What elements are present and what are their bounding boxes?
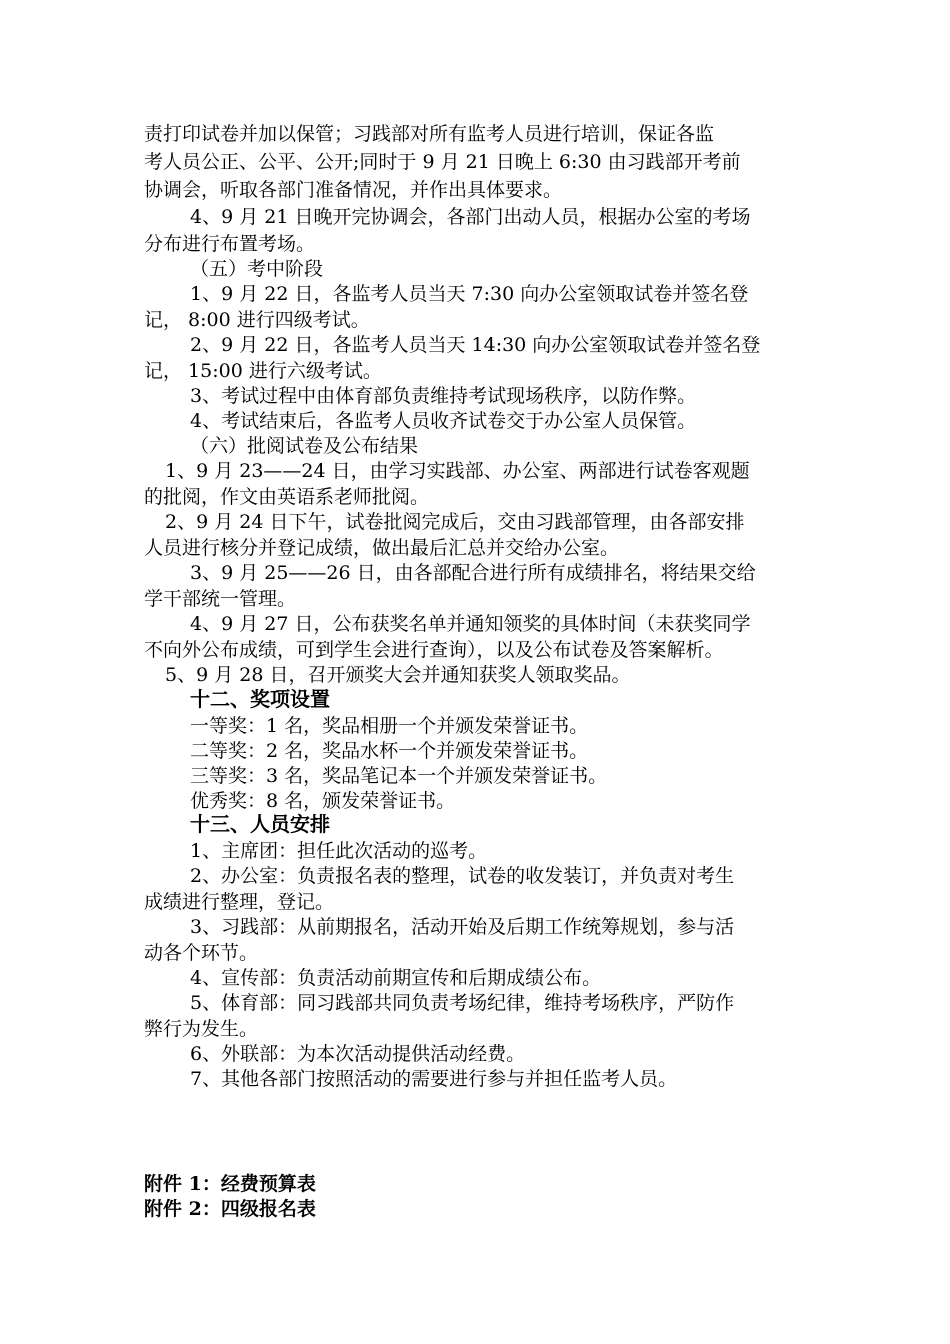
staff-item: 6、外联部：为本次活动提供活动经费。: [190, 1043, 526, 1065]
paragraph-line: 4、考试结束后，各监考人员收齐试卷交于办公室人员保管。: [190, 410, 697, 432]
staff-item: 1、主席团：担任此次活动的巡考。: [190, 840, 488, 862]
paragraph-line: 4、9 月 21 日晚开完协调会，各部门出动人员，根据办公室的考场: [190, 206, 751, 228]
paragraph-line: 的批阅，作文由英语系老师批阅。: [144, 486, 430, 508]
staff-item: 弊行为发生。: [144, 1018, 259, 1040]
paragraph-line: 记， 8:00 进行四级考试。: [144, 309, 370, 331]
paragraph-line: 不向外公布成绩，可到学生会进行查询），以及公布试卷及答案解析。: [144, 639, 724, 661]
paragraph-line: 记， 15:00 进行六级考试。: [144, 360, 382, 382]
award-second: 二等奖：2 名，奖品水杯一个并颁发荣誉证书。: [190, 740, 589, 762]
section-heading-5: （五）考中阶段: [190, 258, 324, 280]
paragraph-line: 责打印试卷并加以保管；习践部对所有监考人员进行培训，保证各监: [144, 123, 715, 145]
staff-item: 4、宣传部：负责活动前期宣传和后期成绩公布。: [190, 967, 602, 989]
paragraph-line: 3、9 月 25——26 日，由各部配合进行所有成绩排名，将结果交给: [190, 562, 756, 584]
paragraph-line: 人员进行核分并登记成绩，做出最后汇总并交给办公室。: [144, 537, 620, 559]
paragraph-line: 2、9 月 22 日，各监考人员当天 14:30 向办公室领取试卷并签名登: [190, 334, 761, 356]
award-third: 三等奖：3 名，奖品笔记本一个并颁发荣誉证书。: [190, 765, 608, 787]
paragraph-line: 学干部统一管理。: [144, 588, 297, 610]
staff-item: 2、办公室：负责报名表的整理，试卷的收发装订，并负责对考生: [190, 865, 735, 887]
award-first: 一等奖：1 名，奖品相册一个并颁发荣誉证书。: [190, 715, 589, 737]
paragraph-line: 1、9 月 22 日，各监考人员当天 7:30 向办公室领取试卷并签名登: [190, 283, 749, 305]
paragraph-line: 2、9 月 24 日下午，试卷批阅完成后，交由习践部管理，由各部安排: [165, 511, 745, 533]
staff-item: 5、体育部：同习践部共同负责考场纪律，维持考场秩序，严防作: [190, 992, 735, 1014]
section-heading-6: （六）批阅试卷及公布结果: [190, 435, 419, 457]
staff-item: 动各个环节。: [144, 942, 259, 964]
paragraph-line: 分布进行布置考场。: [144, 233, 316, 255]
staff-item: 7、其他各部门按照活动的需要进行参与并担任监考人员。: [190, 1068, 678, 1090]
attachment-2: 附件 2：四级报名表: [144, 1198, 316, 1220]
staff-item: 3、习践部：从前期报名，活动开始及后期工作统筹规划，参与活: [190, 916, 735, 938]
awards-heading: 十二、奖项设置: [190, 687, 330, 711]
paragraph-line: 4、9 月 27 日，公布获奖名单并通知领奖的具体时间（未获奖同学: [190, 613, 751, 635]
paragraph-line: 3、考试过程中由体育部负责维持考试现场秩序，以防作弊。: [190, 385, 697, 407]
staff-item: 成绩进行整理，登记。: [144, 891, 335, 913]
paragraph-line: 5、9 月 28 日，召开颁奖大会并通知获奖人领取奖品。: [165, 664, 631, 686]
staff-heading: 十三、人员安排: [190, 812, 330, 836]
attachment-1: 附件 1：经费预算表: [144, 1173, 316, 1195]
award-excellent: 优秀奖：8 名，颁发荣誉证书。: [190, 790, 456, 812]
paragraph-line: 考人员公正、公平、公开;同时于 9 月 21 日晚上 6:30 由习践部开考前: [144, 151, 741, 173]
paragraph-line: 协调会，听取各部门准备情况，并作出具体要求。: [144, 179, 563, 201]
paragraph-line: 1、9 月 23——24 日，由学习实践部、办公室、两部进行试卷客观题: [165, 460, 750, 482]
